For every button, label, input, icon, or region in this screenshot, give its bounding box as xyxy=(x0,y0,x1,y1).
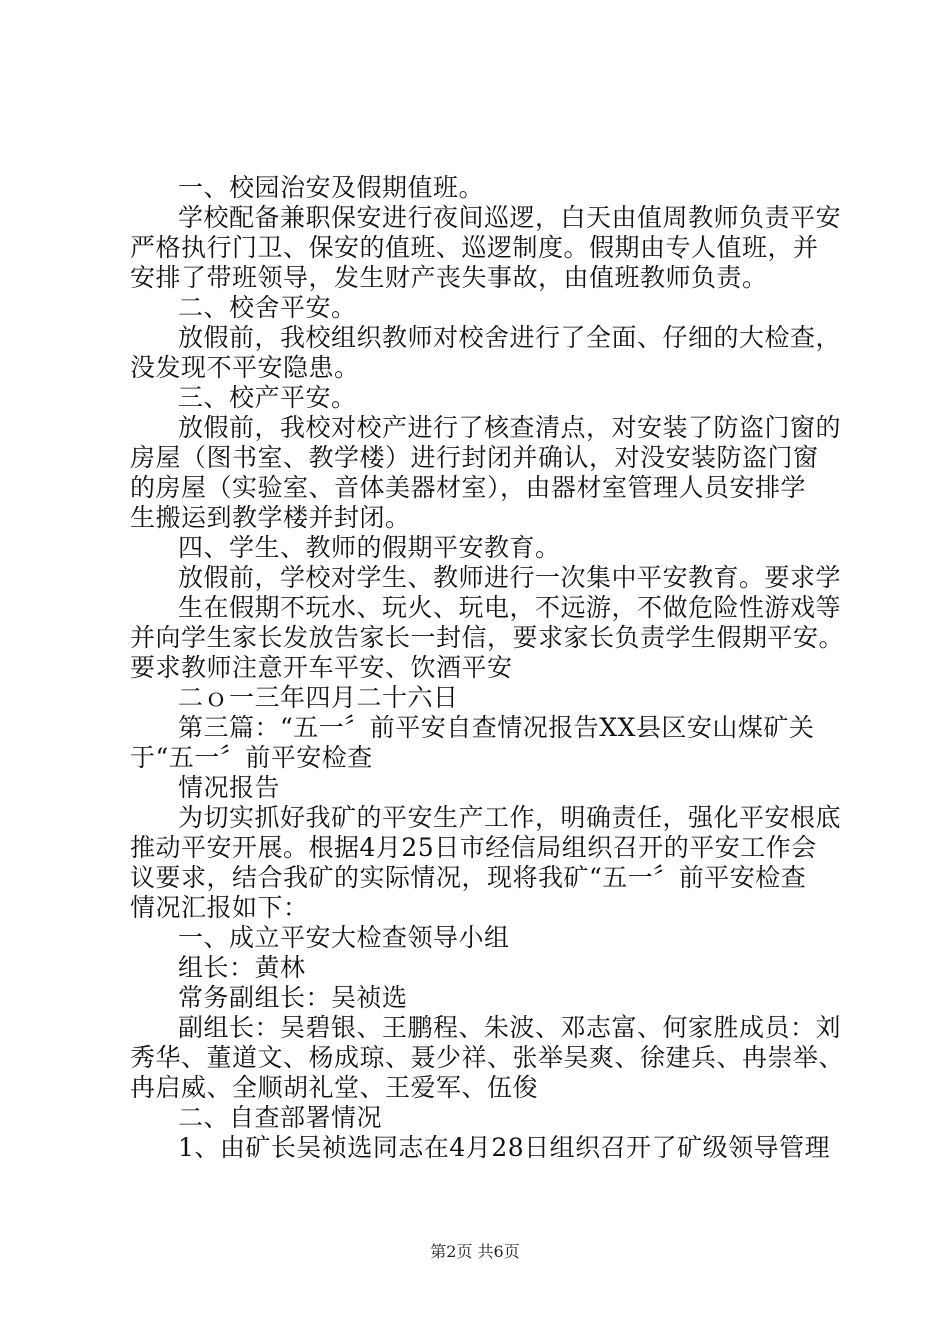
paragraph-line: 放假前，学校对学生、教师进行一次集中平安教育。要求学 xyxy=(178,563,842,592)
section-heading: 一、成立平安大检查领导小组 xyxy=(178,923,510,952)
paragraph-line: 要求教师注意开车平安、饮酒平安 xyxy=(130,653,513,682)
paragraph-line: 安排了带班领导，发生财产丧失事故，由值班教师负责。 xyxy=(130,263,768,292)
paragraph-line: 的房屋（实验室、音体美器材室），由器材室管理人员安排学 xyxy=(130,473,807,502)
chapter-title: 第三篇：“五一〞前平安自查情况报告XX县区安山煤矿关 xyxy=(178,713,815,742)
section-heading: 三、校产平安。 xyxy=(178,383,357,412)
paragraph-line: 房屋（图书室、教学楼）进行封闭并确认，对没安装防盗门窗 xyxy=(130,443,819,472)
paragraph-line: 为切实抓好我矿的平安生产工作，明确责任，强化平安根底 xyxy=(178,803,842,832)
paragraph-line: 放假前，我校对校产进行了核查清点，对安装了防盗门窗的 xyxy=(178,413,842,442)
paragraph-line: 推动平安开展。根据4月25日市经信局组织召开的平安工作会 xyxy=(130,833,817,862)
chapter-title: 情况报告 xyxy=(178,773,281,802)
page-footer: 第2页 共6页 xyxy=(430,1242,520,1261)
paragraph-line: 并向学生家长发放告家长一封信，要求家长负责学生假期平安。 xyxy=(130,623,845,652)
date-line: 二ｏ一三年四月二十六日 xyxy=(178,683,459,712)
paragraph-line: 1、由矿长吴祯选同志在4月28日组织召开了矿级领导管理 xyxy=(178,1133,831,1162)
section-heading: 四、学生、教师的假期平安教育。 xyxy=(178,533,561,562)
paragraph-line: 冉启威、全顺胡礼堂、王爱军、伍俊 xyxy=(130,1073,539,1102)
paragraph-line: 秀华、董道文、杨成琼、聂少祥、张举吴爽、徐建兵、冉崇举、 xyxy=(130,1043,845,1072)
paragraph-line: 学校配备兼职保安进行夜间巡逻，白天由值周教师负责平安 xyxy=(178,203,842,232)
section-heading: 二、校舍平安。 xyxy=(178,293,357,322)
paragraph-line: 组长：黄林 xyxy=(178,953,306,982)
paragraph-line: 常务副组长：吴祯选 xyxy=(178,983,408,1012)
paragraph-line: 情况汇报如下： xyxy=(130,893,309,922)
paragraph-line: 副组长：吴碧银、王鹏程、朱波、邓志富、何家胜成员：刘 xyxy=(178,1013,842,1042)
paragraph-line: 生搬运到教学楼并封闭。 xyxy=(130,503,411,532)
chapter-title: 于“五一〞前平安检查 xyxy=(130,743,373,772)
paragraph-line: 生在假期不玩水、玩火、玩电，不远游，不做危险性游戏等 xyxy=(178,593,842,622)
section-heading: 一、校园治安及假期值班。 xyxy=(178,173,485,202)
paragraph-line: 没发现不平安隐患。 xyxy=(130,353,360,382)
section-heading: 二、自查部署情况 xyxy=(178,1103,383,1132)
paragraph-line: 放假前，我校组织教师对校舍进行了全面、仔细的大检查， xyxy=(178,323,842,352)
paragraph-line: 议要求，结合我矿的实际情况，现将我矿“五一〞前平安检查 xyxy=(130,863,807,892)
paragraph-line: 严格执行门卫、保安的值班、巡逻制度。假期由专人值班，并 xyxy=(130,233,819,262)
